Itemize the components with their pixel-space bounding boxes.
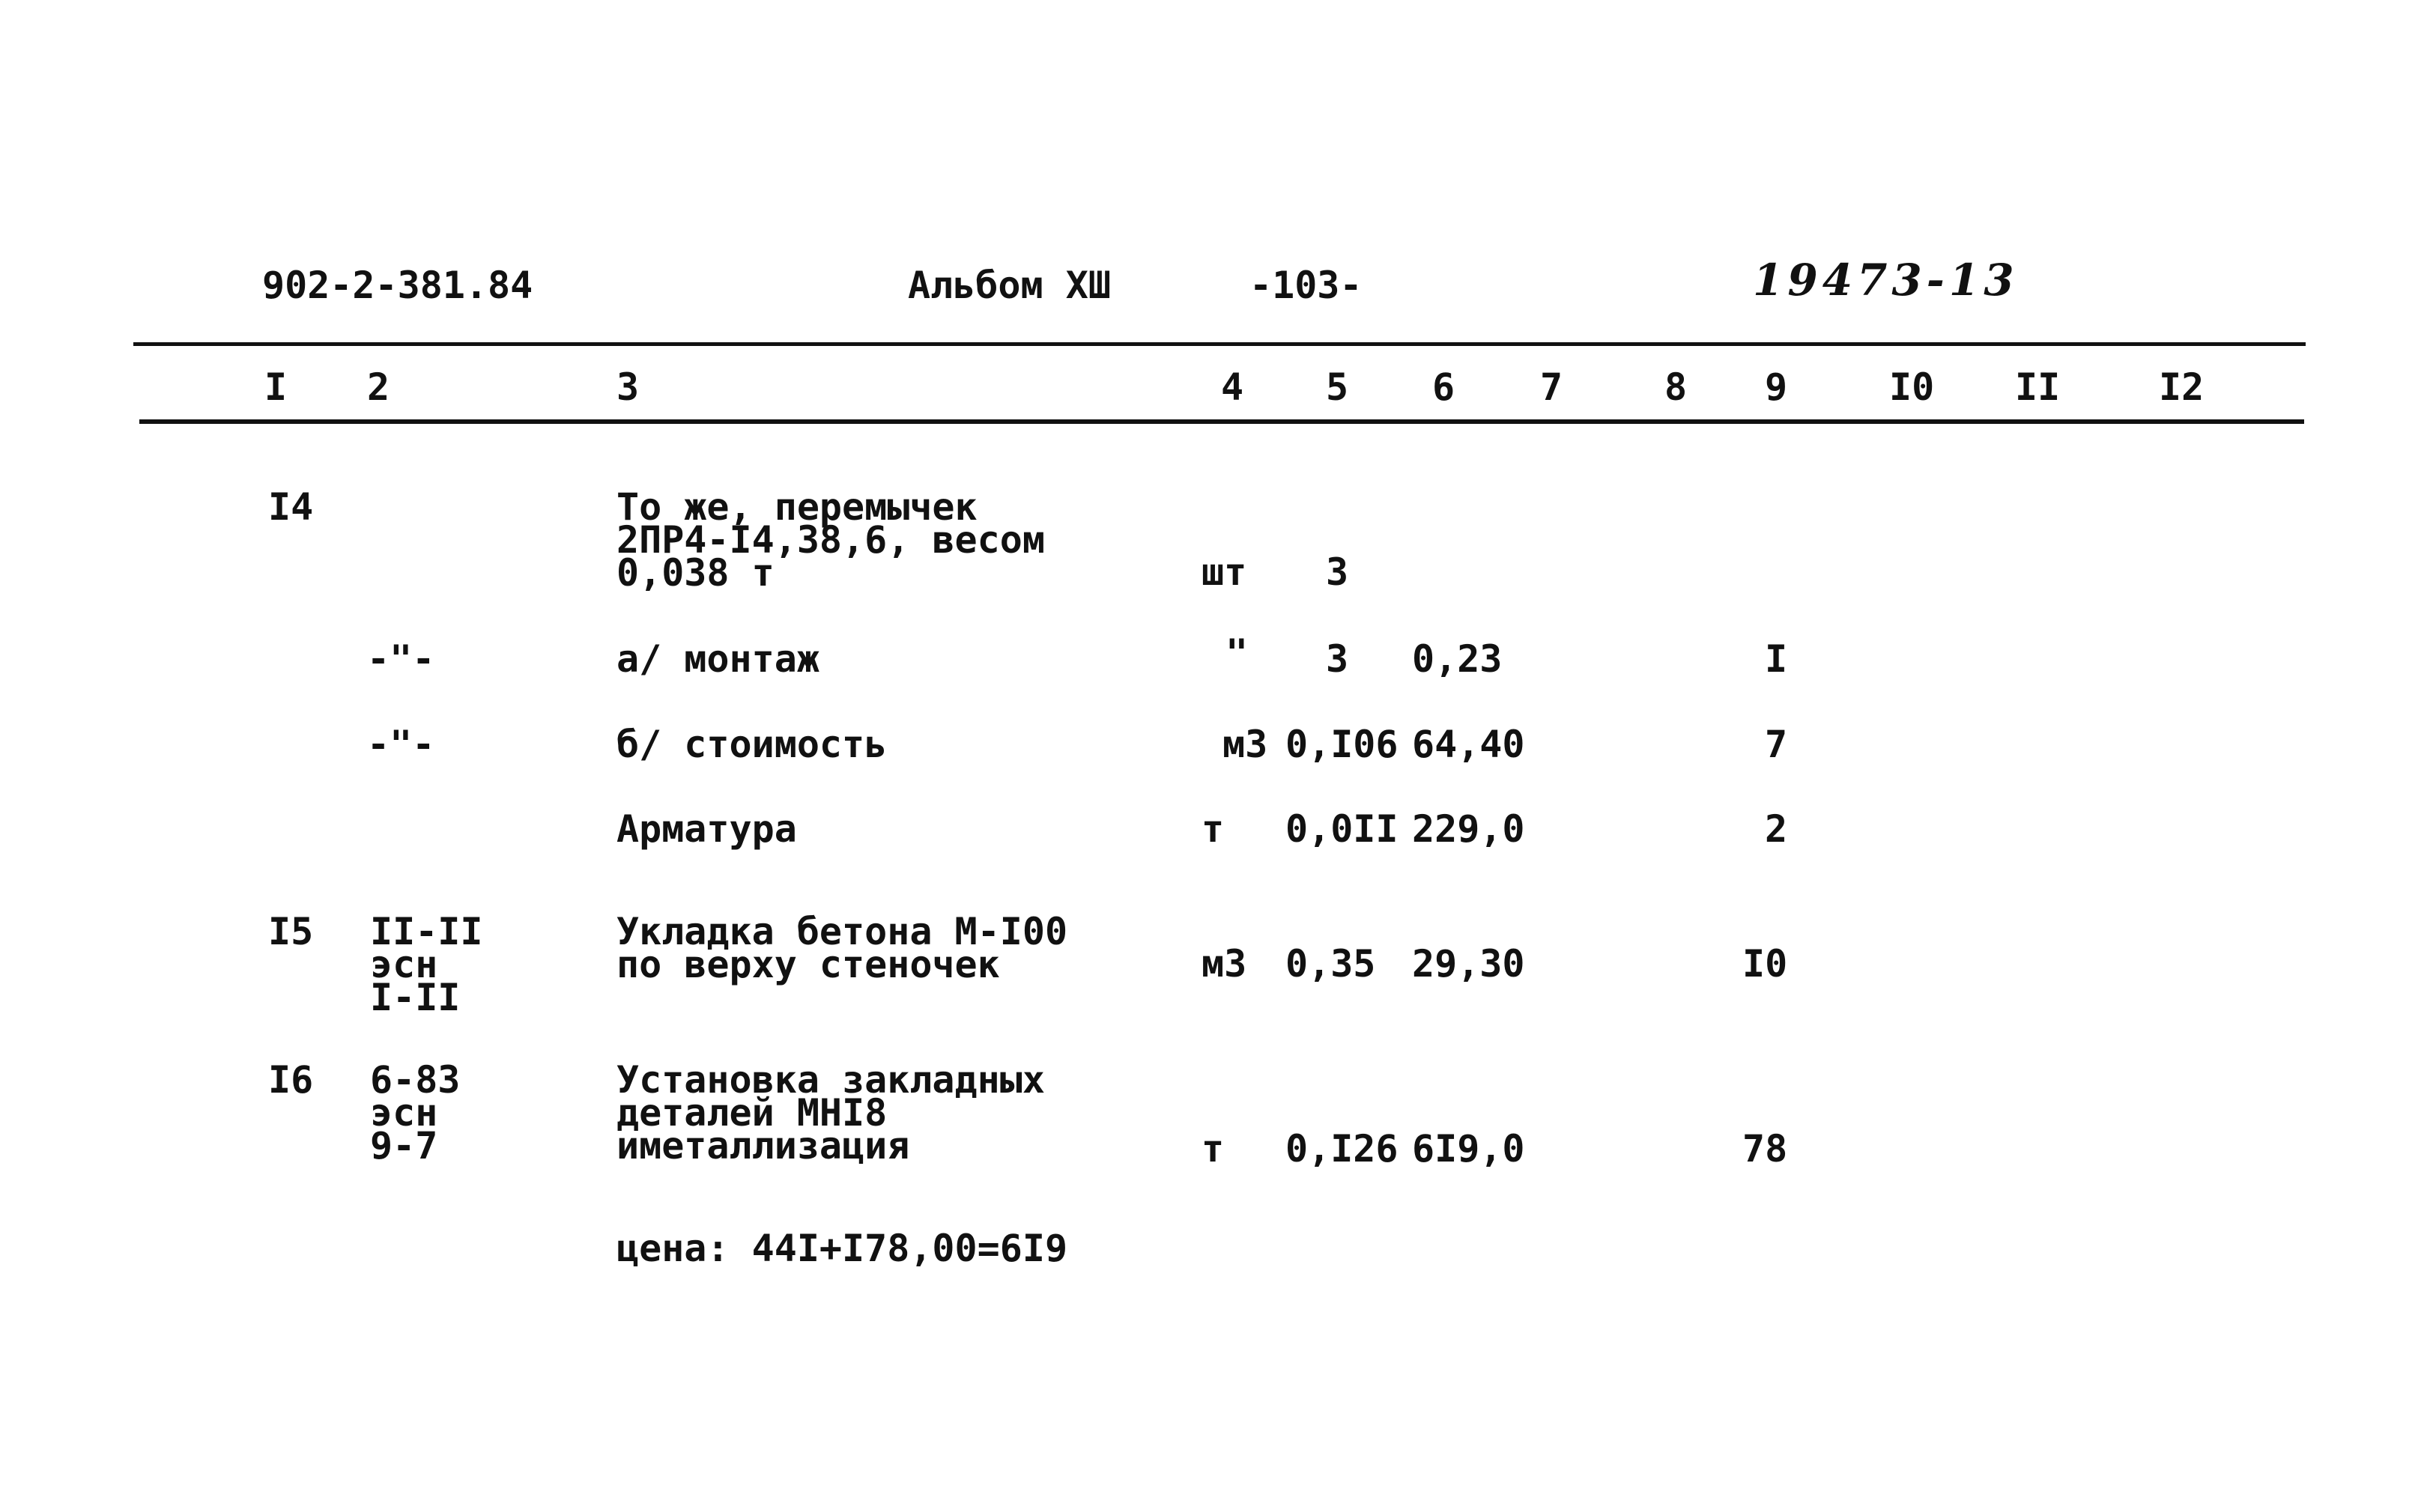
work-description: а/ монтаж [616,637,819,681]
total-cost: 2 [1765,807,1788,851]
page-number: -103- [1249,264,1363,307]
total-cost: 7 [1765,723,1788,766]
column-number: 7 [1540,365,1563,409]
quantity: 0,I26 [1285,1127,1399,1171]
column-number: I2 [2159,365,2205,409]
album-title: Альбом XШ [908,264,1111,307]
unit-price: 6I9,0 [1412,1127,1525,1171]
unit: м3 [1222,723,1268,766]
unit: м3 [1202,942,1247,986]
reference: -"- [367,723,435,766]
work-description: Установка закладных деталей МНI8 иметаллизация [616,1058,1045,1168]
column-number: 6 [1432,365,1455,409]
column-number: I0 [1889,365,1935,409]
column-number: I [264,365,288,409]
unit-price: 0,23 [1412,637,1503,681]
reference: -"- [367,637,435,681]
reference: II-II эсн I-II [370,910,483,1019]
work-description: Арматура [616,807,797,851]
unit: шт [1202,550,1247,594]
unit: " [1225,631,1249,675]
row-number: I6 [268,1058,314,1102]
inventory-stamp: 19473-13 [1753,255,2019,306]
quantity: 3 [1326,637,1349,681]
column-number: 4 [1221,365,1244,409]
row-number: I4 [268,485,314,529]
quantity: 0,I06 [1285,723,1399,766]
work-description: То же, перемычек 2ПР4-I4,38,6, весом 0,038 т [616,485,1045,595]
table-top-rule [133,342,2306,346]
reference: 6-83 эсн 9-7 [370,1058,461,1168]
total-cost: I [1765,637,1788,681]
quantity: 3 [1326,550,1349,594]
unit: т [1202,1127,1225,1171]
column-number: 9 [1765,365,1788,409]
table-header-rule [139,419,2304,424]
column-number: 8 [1664,365,1688,409]
total-cost: 78 [1742,1127,1788,1171]
column-number: 3 [616,365,640,409]
unit-price: 229,0 [1412,807,1525,851]
quantity: 0,0II [1285,807,1399,851]
quantity: 0,35 [1285,942,1376,986]
column-number: II [2015,365,2061,409]
total-cost: I0 [1742,942,1788,986]
column-number: 5 [1326,365,1349,409]
price-note: цена: 44I+I78,00=6I9 [616,1227,1068,1270]
unit: т [1202,807,1225,851]
column-number: 2 [367,365,390,409]
work-description: б/ стоимость [616,723,888,766]
unit-price: 29,30 [1412,942,1525,986]
unit-price: 64,40 [1412,723,1525,766]
document-code: 902-2-381.84 [262,264,533,307]
row-number: I5 [268,910,314,953]
work-description: Укладка бетона М-I00 по верху стеночек [616,910,1068,986]
